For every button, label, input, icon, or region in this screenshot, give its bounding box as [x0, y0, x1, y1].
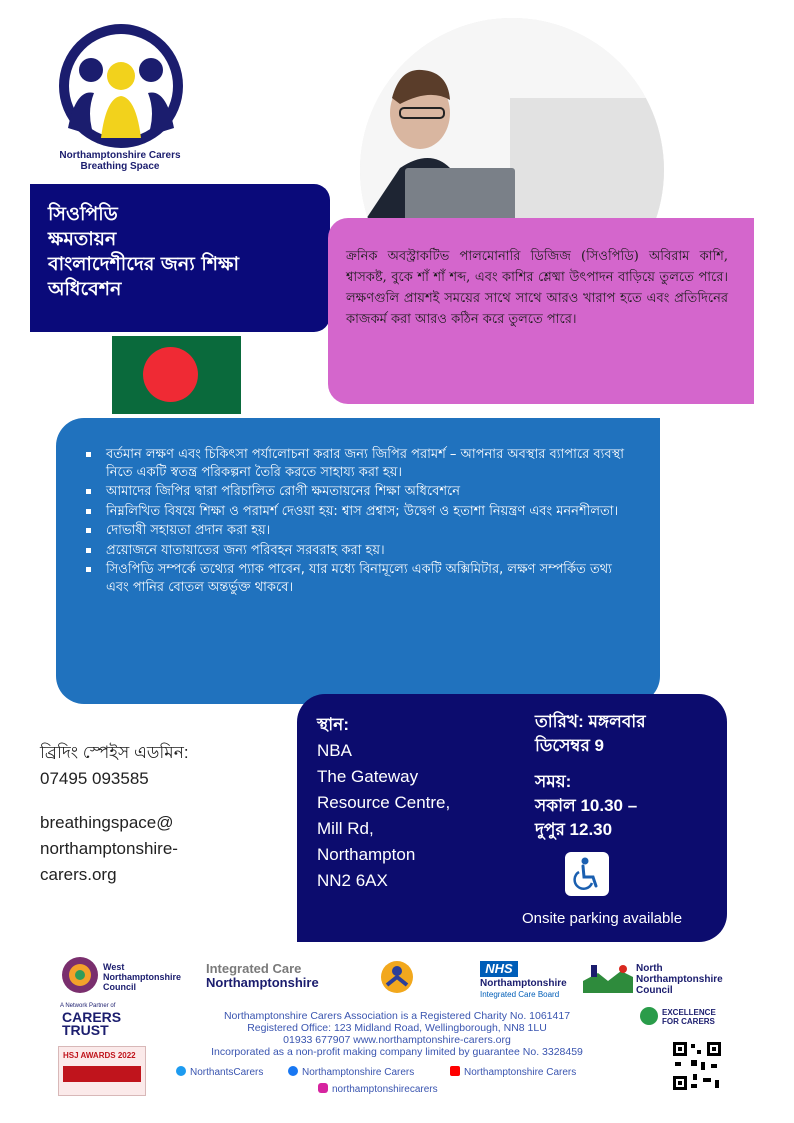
list-item: নিম্নলিখিত বিষয়ে শিক্ষা ও পরামর্শ দেওয়া হয়: শ্বাস প্রশ্বাস; উদ্বেগ ও হতাশা নিয়ন্ত্রণ এবং মননশীলতা। [84, 503, 636, 521]
contact-block [40, 740, 280, 888]
email-line3[interactable]: carers.org [40, 865, 117, 884]
youtube-icon [450, 1066, 460, 1076]
logo-line2: Breathing Space [80, 161, 160, 172]
services-list [84, 446, 636, 596]
hsj-award-badge: HSJ AWARDS 2022 [58, 1046, 146, 1096]
wnc-logo-text: West Northamptonshire Council [103, 962, 182, 992]
wnc-emblem-icon [60, 955, 100, 995]
time-line1: সকাল 10.30 – [535, 796, 638, 815]
logo-line1: Northamptonshire Carers [59, 150, 181, 161]
venue-heading: স্থান: [317, 715, 349, 734]
list-item: আমাদের জিপির দ্বারা পরিচালিত রোগী ক্ষমতায়নের শিক্ষা অধিবেশনে [84, 483, 636, 501]
nnc-emblem-icon [583, 963, 633, 993]
carers-trust-logo: CARERS TRUST [62, 1009, 122, 1038]
venue-line: Resource Centre, [317, 793, 451, 812]
wheelchair-icon [565, 852, 609, 896]
qr-code-icon [671, 1040, 723, 1092]
parking-note: Onsite parking available [521, 910, 683, 927]
venue-line: The Gateway [317, 767, 419, 786]
email-line1[interactable]: breathingspace@ [40, 813, 174, 832]
title-box [30, 184, 330, 332]
title-line1: সিওপিডি [48, 203, 118, 225]
venue-line: NBA [317, 741, 352, 760]
title-line4: অধিবেশন [48, 278, 122, 300]
twitter-link[interactable]: NorthantsCarers [176, 1066, 263, 1078]
title-line2: ক্ষমতায়ন [48, 228, 117, 250]
date-label: তারিখ: মঙ্গলবার [535, 712, 646, 731]
venue-line: NN2 6AX [317, 871, 388, 890]
date-time-block [535, 710, 715, 842]
facebook-icon [288, 1066, 298, 1076]
integrated-care-logo: Integrated Care Northamptonshire [206, 961, 319, 990]
event-details-box [297, 694, 727, 942]
nhs-logo-text: Northamptonshire Integrated Care Board [480, 978, 567, 999]
time-label: সময়: [535, 772, 572, 791]
venue-block [317, 712, 517, 894]
time-line2: দুপুর 12.30 [535, 820, 613, 839]
list-item: সিওপিডি সম্পর্কে তথ্যের প্যাক পাবেন, যার মধ্যে বিনামূল্যে একটি অক্সিমিটার, লক্ষণ সম্পর্কিত তথ্য এবং পানির বোতল অন্তর্ভুক্ত থাকবে। [84, 561, 636, 596]
excellence-logo-text: EXCELLENCE FOR CARERS [662, 1008, 716, 1026]
charity-info: Northamptonshire Carers Association is a Registered Charity No. 1061417 Registered Office: 123 Midland Road, Wellingborough, NN8 1LU 01933 677907 www.northamptonshire-carers.org Incorporated as a non-profit making company limited by guarantee No. 3328459 [211, 1010, 583, 1058]
services-box [56, 418, 660, 704]
bangladesh-flag-disc [143, 347, 198, 402]
instagram-link[interactable]: northamptonshirecarers [318, 1083, 438, 1095]
instagram-icon [318, 1083, 328, 1093]
youtube-link[interactable]: Northamptonshire Carers [450, 1066, 576, 1078]
description-text: ক্রনিক অবস্ট্রাকটিভ পালমোনারি ডিজিজ (সিওপিডি) অবিরাম কাশি, শ্বাসকষ্ট, বুকে শাঁ শাঁ শব্দ, এবং কাশির শ্লেষ্মা উৎপাদন বাড়িয়ে তুলতে পারে। লক্ষণগুলি প্রায়শই সময়ের সাথে সাথে আরও খারাপ হতে এবং প্রতিদিনের কাজকর্ম করা আরও কঠিন করে তুলতে পারে। [346, 249, 728, 327]
logo-text [30, 150, 210, 172]
facebook-link[interactable]: Northamptonshire Carers [288, 1066, 414, 1078]
carers-trust-partner: A Network Partner of [60, 1003, 116, 1009]
email-line2[interactable]: northamptonshire- [40, 839, 178, 858]
date-value: ডিসেম্বর 9 [535, 736, 604, 755]
description-box [328, 218, 754, 404]
list-item: প্রয়োজনে যাতায়াতের জন্য পরিবহন সরবরাহ করা হয়। [84, 542, 636, 560]
list-item: দোভাষী সহায়তা প্রদান করা হয়। [84, 522, 636, 540]
childrens-trust-logo [372, 957, 422, 1005]
title-line3: বাংলাদেশীদের জন্য শিক্ষা [48, 253, 239, 275]
twitter-icon [176, 1066, 186, 1076]
admin-label: ব্রিদিং স্পেইস এডমিন: [40, 743, 189, 762]
nhs-badge: NHS [480, 961, 518, 977]
nnc-logo-text: North Northamptonshire Council [636, 963, 723, 996]
excellence-check-icon [640, 1007, 658, 1025]
admin-phone[interactable]: 07495 093585 [40, 769, 149, 788]
venue-line: Mill Rd, [317, 819, 374, 838]
venue-line: Northampton [317, 845, 416, 864]
list-item: বর্তমান লক্ষণ এবং চিকিৎসা পর্যালোচনা করার জন্য জিপির পরামর্শ – আপনার অবস্থার ব্যাপারে ব্যবস্থা নিতে একটি স্বতন্ত্র পরিকল্পনা তৈরি করতে সাহায্য করা হয়। [84, 446, 636, 481]
